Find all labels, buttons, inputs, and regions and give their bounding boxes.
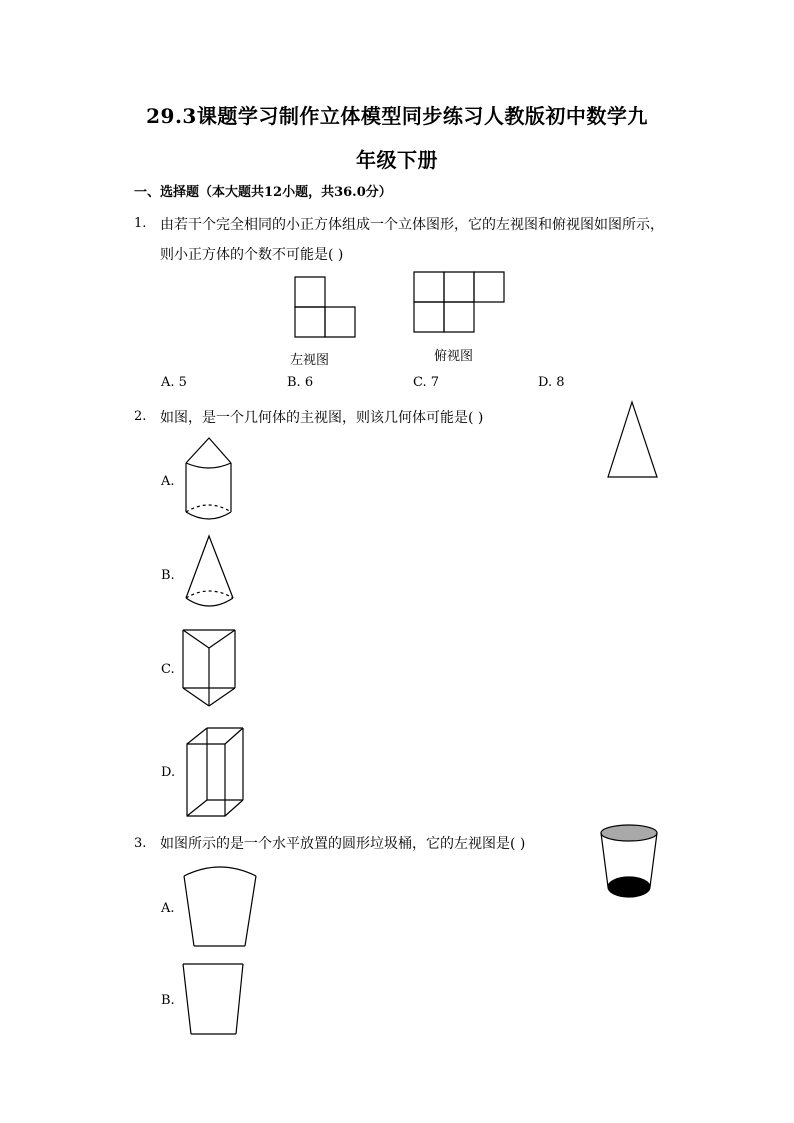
rectangular-prism-figure[interactable] — [185, 726, 247, 820]
question-3-option-a[interactable]: A. — [161, 901, 175, 916]
left-view-figure — [294, 276, 358, 340]
question-1-number: 1. — [134, 216, 147, 231]
main-view-triangle-figure — [606, 400, 660, 480]
question-2-number: 2. — [134, 409, 147, 424]
question-2-option-c[interactable]: C. — [161, 662, 175, 677]
section-heading: 一、选择题（本大题共12小题，共36.0分） — [134, 185, 392, 200]
left-view-label: 左视图 — [290, 353, 330, 368]
question-3-option-b[interactable]: B. — [161, 993, 175, 1008]
question-3-number: 3. — [134, 836, 147, 851]
cone-on-cylinder-figure[interactable] — [184, 436, 234, 526]
question-2-text: 如图，是一个几何体的主视图，则该几何体可能是( ) — [160, 410, 484, 426]
question-2-option-a[interactable]: A. — [161, 474, 175, 489]
question-2-option-d[interactable]: D. — [161, 765, 176, 780]
question-1-option-c[interactable]: C. 7 — [413, 375, 440, 390]
trash-can-figure — [598, 823, 660, 901]
document-title-line-2: 年级下册 — [356, 148, 438, 172]
trapezoid-arc-top-figure[interactable] — [182, 864, 258, 950]
question-1-option-d[interactable]: D. 8 — [538, 375, 565, 390]
top-view-label: 俯视图 — [434, 349, 474, 364]
cone-figure[interactable] — [184, 534, 236, 614]
question-1-text-line-1: 由若干个完全相同的小正方体组成一个立体图形，它的左视图和俯视图如图所示， — [160, 217, 664, 233]
question-1-text-line-2: 则小正方体的个数不可能是( ) — [160, 247, 344, 263]
top-view-figure — [413, 271, 505, 333]
question-3-text: 如图所示的是一个水平放置的圆形垃圾桶，它的左视图是( ) — [160, 836, 526, 852]
document-title-line-1: 29.3课题学习制作立体模型同步练习人教版初中数学九 — [146, 104, 648, 128]
question-2-option-b[interactable]: B. — [161, 568, 175, 583]
triangular-prism-figure[interactable] — [181, 628, 237, 710]
trapezoid-figure[interactable] — [181, 962, 247, 1038]
question-1-option-b[interactable]: B. 6 — [287, 375, 314, 390]
question-1-option-a[interactable]: A. 5 — [161, 375, 187, 390]
